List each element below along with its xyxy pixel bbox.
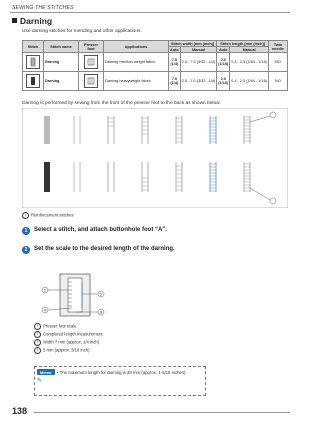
col-stitch: Stitch (23, 41, 44, 53)
col-width-manual: Manual (180, 47, 217, 53)
stitch-column-2 (108, 162, 114, 192)
header-rule (10, 12, 290, 13)
page-number: 138 (12, 406, 28, 416)
darning-stitch-icon (26, 55, 40, 69)
col-width-auto: Auto (170, 47, 179, 52)
running-header: SEWING THE STITCHES (12, 5, 74, 11)
presser-foot-a-icon (84, 55, 98, 69)
foot-window (68, 278, 82, 312)
legend-text: Completed length measurement (43, 331, 103, 337)
stitch-column-4 (176, 162, 182, 192)
application-text: Darning heavyweight fabric (104, 72, 169, 91)
stitch-column-6 (244, 116, 250, 144)
col-twin-needle: Twin needle (269, 41, 288, 53)
presser-foot-a-icon (84, 74, 98, 88)
stitch-column-6 (244, 162, 250, 192)
step-number-badge: 2 (22, 246, 30, 254)
legend-number: 1 (34, 323, 41, 330)
presser-foot-scale-illustration (34, 270, 114, 318)
twin-needle-value: NO (269, 53, 288, 72)
width-auto-fraction: (1/4) (170, 81, 179, 85)
leader-line (250, 188, 270, 200)
length-auto-fraction: (1/16) (218, 81, 229, 85)
width-auto: 7.0 (171, 58, 177, 62)
stitch-column-1 (74, 162, 80, 192)
section-title-text: Darning (20, 16, 53, 26)
stitch-column-5 (210, 162, 216, 192)
legend-text: Width 7 mm (approx. 1/4 inch) (43, 339, 100, 345)
stitch-column-3 (142, 162, 148, 192)
col-length-manual: Manual (230, 47, 269, 53)
stitch-column-1 (74, 116, 80, 144)
pencil-icon: ✎ (37, 378, 43, 384)
reference-number: 1 (22, 212, 29, 219)
leader-line (250, 116, 270, 122)
table-row (23, 72, 288, 91)
footer-rule (34, 412, 290, 413)
legend-item-2 (34, 331, 103, 338)
step-text: Set the scale to the desired length of the darning. (34, 246, 175, 252)
step-number-badge: 1 (22, 227, 30, 235)
legend-text: Presser foot scale (43, 323, 77, 329)
memo-box (34, 366, 206, 396)
length-auto-fraction: (1/16) (218, 62, 229, 66)
callout-marker (270, 198, 276, 204)
application-text: Darning medium weight fabric (104, 53, 169, 72)
length-manual: 0.4 - 2.5 (1/64 - 1/16) (230, 72, 269, 91)
stitch-column-2 (108, 116, 114, 144)
col-presser-foot: Presser foot (79, 41, 104, 53)
section-title (12, 16, 52, 26)
stitch-column-5 (210, 116, 216, 144)
square-bullet-icon (12, 18, 17, 23)
reference-text: Reinforcement stitches (31, 212, 74, 218)
stitch-column-3 (142, 116, 148, 144)
legend-item-4 (34, 347, 90, 354)
table-row (23, 53, 288, 72)
twin-needle-value: NO (269, 72, 288, 91)
stitch-table (22, 40, 288, 91)
gauge-callout-3: 3 (100, 310, 102, 315)
width-auto: 7.0 (171, 77, 177, 81)
memo-text: • The maximum length for darning is 28 mm (approx. 1-1/16 inches). (57, 370, 187, 375)
darning-sequence-diagram (22, 108, 288, 208)
width-auto-fraction: (1/4) (170, 62, 179, 66)
reference-note (22, 212, 74, 219)
col-length-auto: Auto (217, 47, 230, 53)
section-intro: Use darning stitches for mending and other applications. (22, 29, 142, 34)
step-text: Select a stitch, and attach buttonhole foot “A”. (34, 227, 168, 233)
length-auto: 2.0 (220, 77, 226, 81)
gauge-callout-1: 1 (44, 288, 46, 293)
light-fabric-sequence (44, 112, 276, 144)
darning-stitch-heavy-icon (26, 74, 40, 88)
step-swatch (44, 116, 50, 144)
legend-number: 2 (34, 331, 41, 338)
stitch-column-4 (176, 116, 182, 144)
gauge-callout-4: 4 (44, 308, 46, 313)
length-auto: 2.0 (220, 58, 226, 62)
diagram-caption: Darning is performed by sewing from the front of the presser foot to the back as shown below. (22, 101, 221, 106)
memo-tag: Memo (37, 369, 55, 375)
legend-item-1 (34, 323, 77, 330)
legend-text: 5 mm (approx. 3/16 inch) (43, 347, 90, 353)
gauge-callout-2: 2 (100, 292, 102, 297)
width-manual: 2.5 - 7.0 (3/32 - 1/4) (180, 53, 217, 72)
col-stitch-length: Stitch length [mm (inch)] (217, 41, 269, 47)
col-applications: Applications (104, 41, 169, 53)
width-manual: 2.5 - 7.0 (3/32 - 1/4) (180, 72, 217, 91)
col-stitch-name: Stitch name (44, 41, 79, 53)
stitch-name: Darning (44, 72, 79, 91)
length-manual: 0.4 - 2.5 (1/64 - 1/16) (230, 53, 269, 72)
col-stitch-width: Stitch width [mm (inch)] (169, 41, 217, 47)
stitch-name: Darning (44, 53, 79, 72)
heavy-fabric-sequence (44, 162, 276, 204)
legend-number: 3 (34, 339, 41, 346)
callout-marker (270, 112, 276, 118)
legend-item-3 (34, 339, 99, 346)
step-swatch (44, 162, 50, 192)
legend-number: 4 (34, 347, 41, 354)
